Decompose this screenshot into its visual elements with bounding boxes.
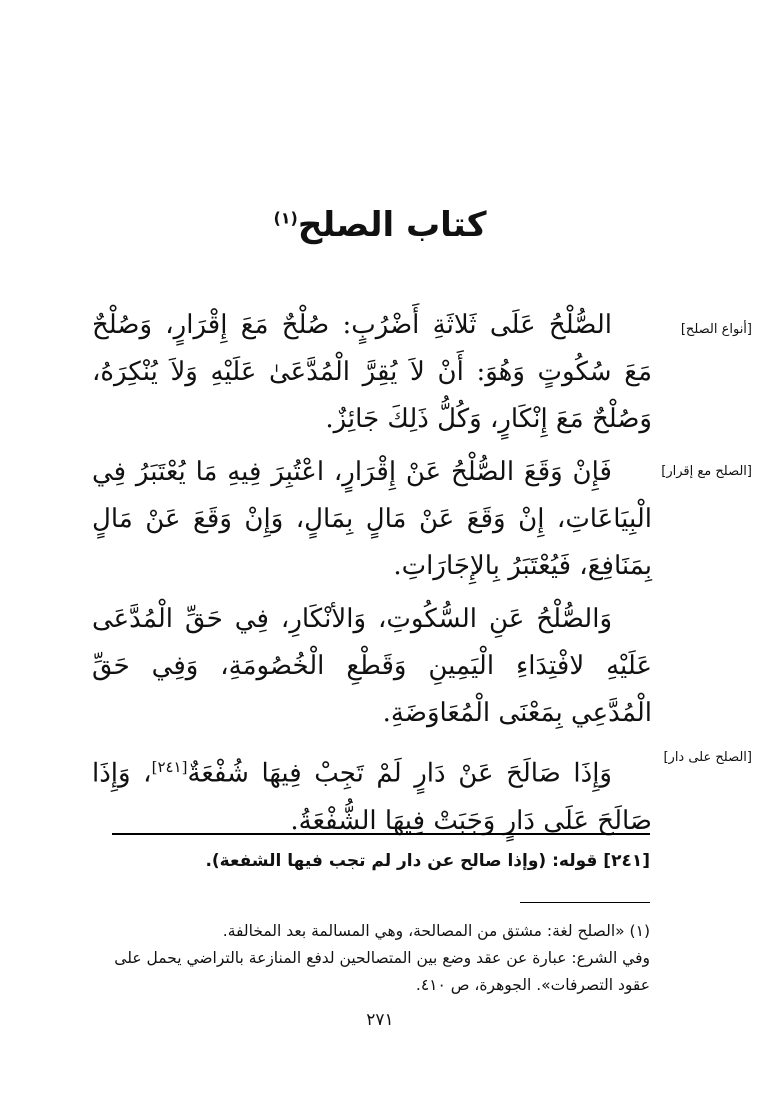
footnote-separator — [520, 902, 650, 903]
paragraph-house-after: ، وَإِذَا صَالَحَ عَلَى دَارٍ وَجَبَتْ فِيهَا الشُّفْعَةُ. — [92, 758, 652, 836]
page-title — [0, 205, 760, 245]
paragraph-silence-denial: وَالصُّلْحُ عَنِ السُّكُوتِ، وَالأنْكَارِ، فِي حَقِّ الْمُدَّعَى عَلَيْهِ لافْتِدَاءِ الْيَمِينِ وَقَطْعِ الْخُصُومَةِ، وَفِي حَقِّ الْمُدَّعِي بِمَعْنَى الْمُعَاوَضَةِ. — [92, 604, 652, 728]
title-text: كتاب الصلح — [297, 205, 487, 245]
side-note-house: [الصلح على دار] — [663, 750, 752, 765]
paragraph-house-before: وَإِذَا صَالَحَ عَنْ دَارٍ لَمْ تَجِبْ فِيهَا شُفْعَةٌ — [187, 758, 612, 789]
side-note-kinds: [أنواع الصلح] — [680, 322, 752, 337]
title-footnote-marker: (١) — [273, 208, 298, 228]
side-note-acknowledgement: [الصلح مع إقرار] — [661, 464, 752, 479]
paragraph-kinds: الصُّلْحُ عَلَى ثَلاثَةِ أَضْرُبٍ: صُلْحٌ مَعَ إِقْرَارٍ، وَصُلْحٌ مَعَ سُكُوتٍ وَهُوَ: أَنْ لاَ يُقِرَّ الْمُدَّعَىٰ عَلَيْهِ وَلاَ يُنْكِرَهُ، وَصُلْحٌ مَعَ إِنْكَارٍ، وَكُلُّ ذَلِكَ جَائِزٌ. — [92, 310, 652, 434]
paragraph-house — [92, 744, 652, 845]
footnotes — [110, 918, 650, 999]
commentary-note: [٢٤١] قوله: (وإذا صالح عن دار لم تجب فيها الشفعة). — [205, 851, 650, 871]
commentary-marker: [٢٤١] — [151, 758, 188, 776]
footnote-line-1: (١) «الصلح لغة: مشتق من المصالحة، وهي المسالمة بعد المخالفة. — [222, 922, 650, 940]
commentary-separator — [112, 833, 650, 835]
page-number: ٢٧١ — [366, 1010, 394, 1030]
paragraph-with-acknowledgement: فَإِنْ وَقَعَ الصُّلْحُ عَنْ إِقْرَارٍ، اعْتُبِرَ فِيهِ مَا يُعْتَبَرُ فِي الْبِيَاعَاتِ، إِنْ وَقَعَ عَنْ مَالٍ بِمَالٍ، وَإِنْ وَقَعَ عَنْ مَالٍ بِمَنَافِعَ، فَيُعْتَبَرُ بِالإِجَارَاتِ. — [92, 457, 652, 581]
footnote-line-2: وفي الشرع: عبارة عن عقد وضع بين المتصالحين لدفع المنازعة بالتراضي يحمل على عقود التصرفات». الجوهرة، ص ٤١٠. — [114, 949, 650, 994]
